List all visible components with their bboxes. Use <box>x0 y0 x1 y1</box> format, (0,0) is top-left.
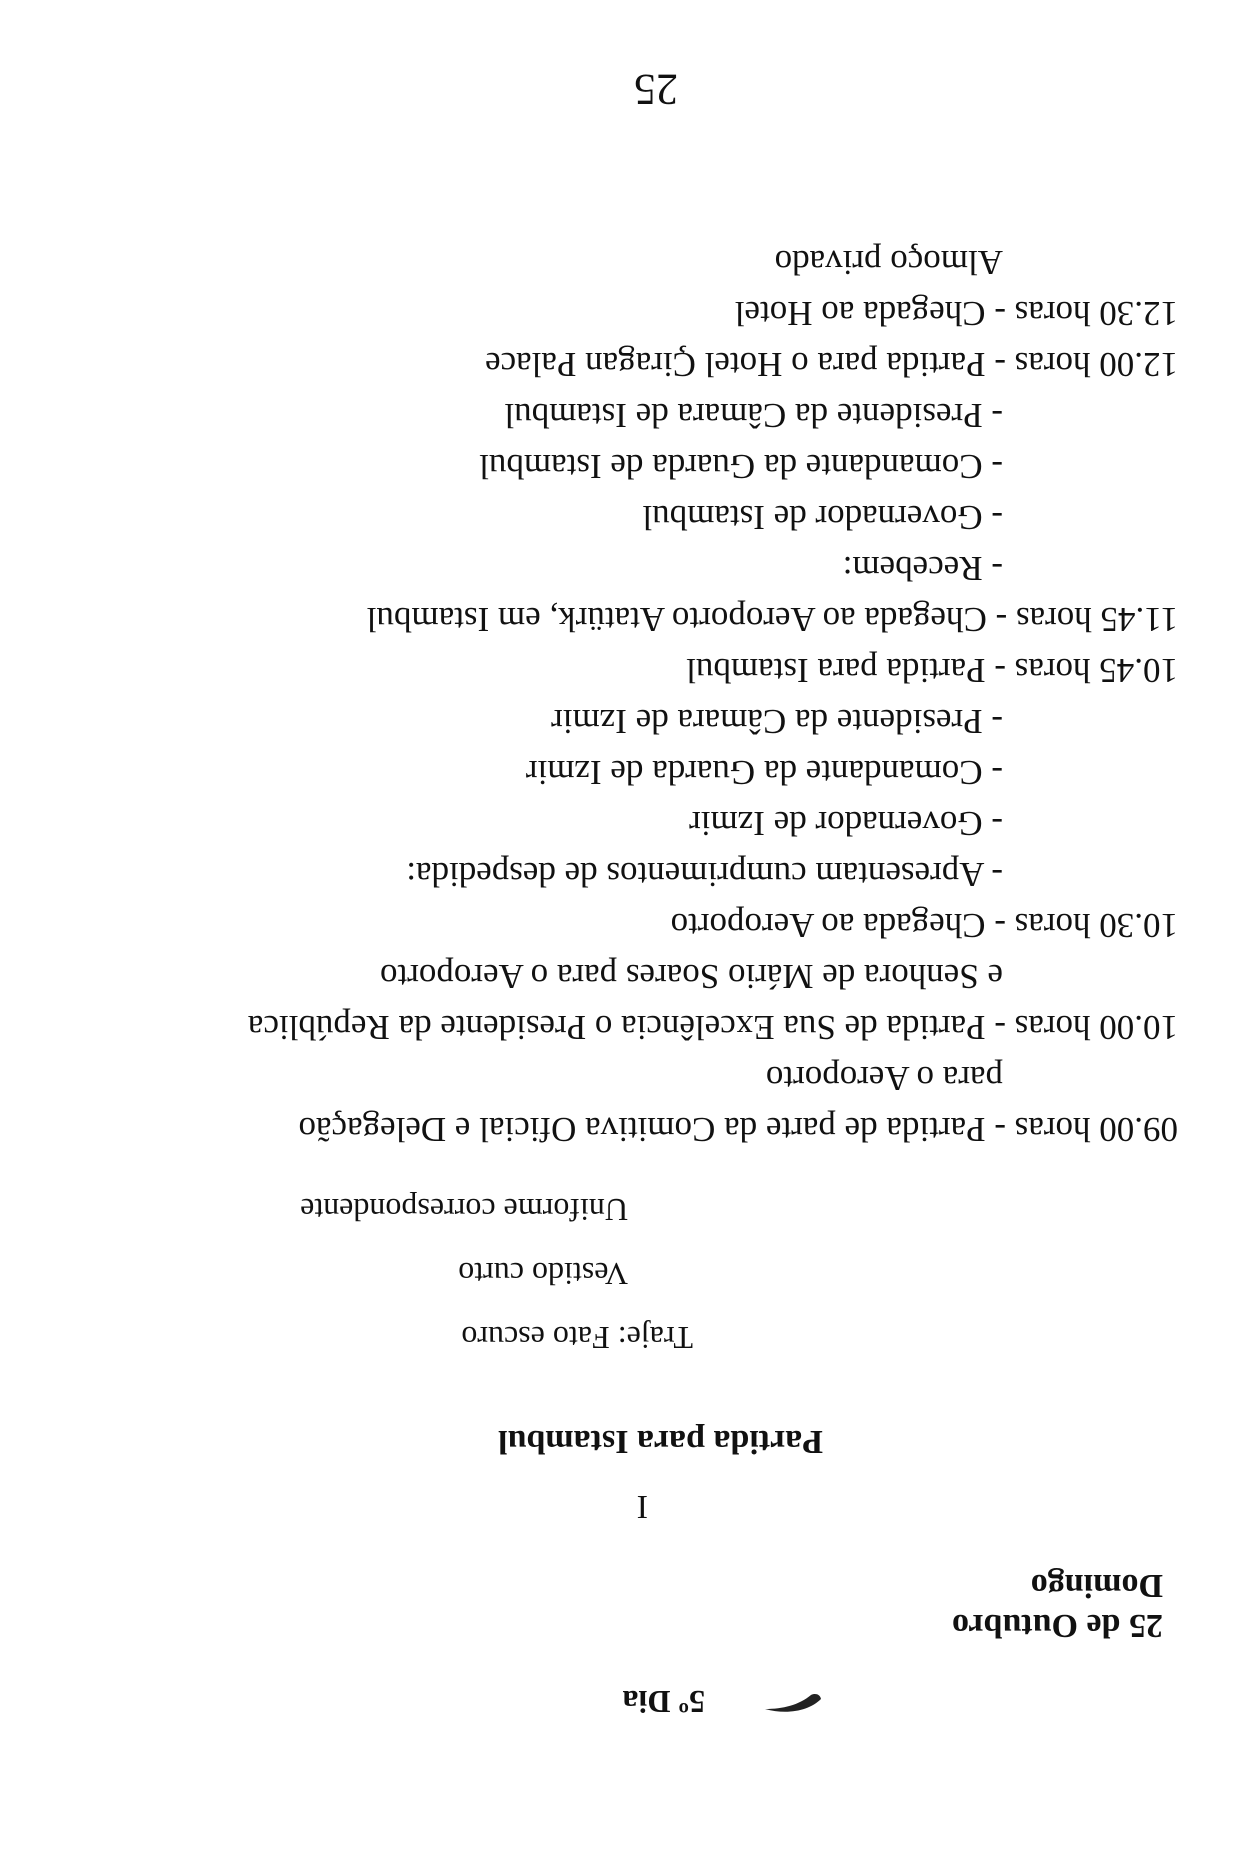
swoosh-mark-icon <box>763 1686 823 1715</box>
schedule-row: para o Aeroporto <box>765 1059 1003 1098</box>
schedule-row: 12.00 horas - Partida para o Hotel Çiragan Palace <box>485 345 1178 384</box>
schedule-row: - Comandante da Guarda de Izmir <box>525 753 1003 792</box>
schedule-row: - Governador de Izmir <box>689 804 1003 843</box>
schedule-row: 10.30 horas - Chegada ao Aeroporto <box>670 906 1178 945</box>
dress-code-line: Traje: Fato escuro <box>461 1320 693 1356</box>
page-number: 25 <box>634 65 678 114</box>
date-line: 25 de Outubro <box>952 1607 1163 1644</box>
schedule-row: 09.00 horas - Partida de parte da Comitiva Oficial e Delegação <box>298 1110 1178 1149</box>
schedule-row: 11.45 horas - Chegada ao Aeroporto Atatürk, em Istambul <box>366 600 1178 639</box>
schedule-row: - Presidente da Câmara de Istambul <box>504 396 1003 435</box>
schedule-row: Almoço privado <box>774 243 1003 282</box>
dress-code <box>300 1178 693 1370</box>
schedule-row: e Senhora de Mário Soares para o Aeroporto <box>380 957 1003 996</box>
section-number: I <box>636 1488 648 1525</box>
schedule-row: - Governador de Istambul <box>642 498 1003 537</box>
schedule-row: - Presidente da Câmara de Izmir <box>551 702 1003 741</box>
day-label: 5º Dia <box>622 1684 705 1720</box>
dress-code-line: Vestido curto <box>458 1256 628 1292</box>
schedule-list <box>248 237 1178 1155</box>
schedule-row: 10.00 horas - Partida de Sua Excelência o Presidente da República <box>247 1008 1178 1047</box>
weekday: Domingo <box>1030 1567 1163 1604</box>
schedule-row: - Apresentam cumprimentos de despedida: <box>406 855 1003 894</box>
schedule-row: - Comandante da Guarda de Istambul <box>479 447 1003 486</box>
date-block <box>952 1565 1163 1645</box>
schedule-row: 10.45 horas - Partida para Istambul <box>686 651 1178 690</box>
schedule-row: - Recebem: <box>842 549 1003 588</box>
dress-code-line: Uniforme correspondente <box>300 1192 628 1228</box>
schedule-row: 12.30 horas - Chegada ao Hotel <box>734 294 1178 333</box>
section-title: Partida para Istambul <box>498 1423 823 1460</box>
